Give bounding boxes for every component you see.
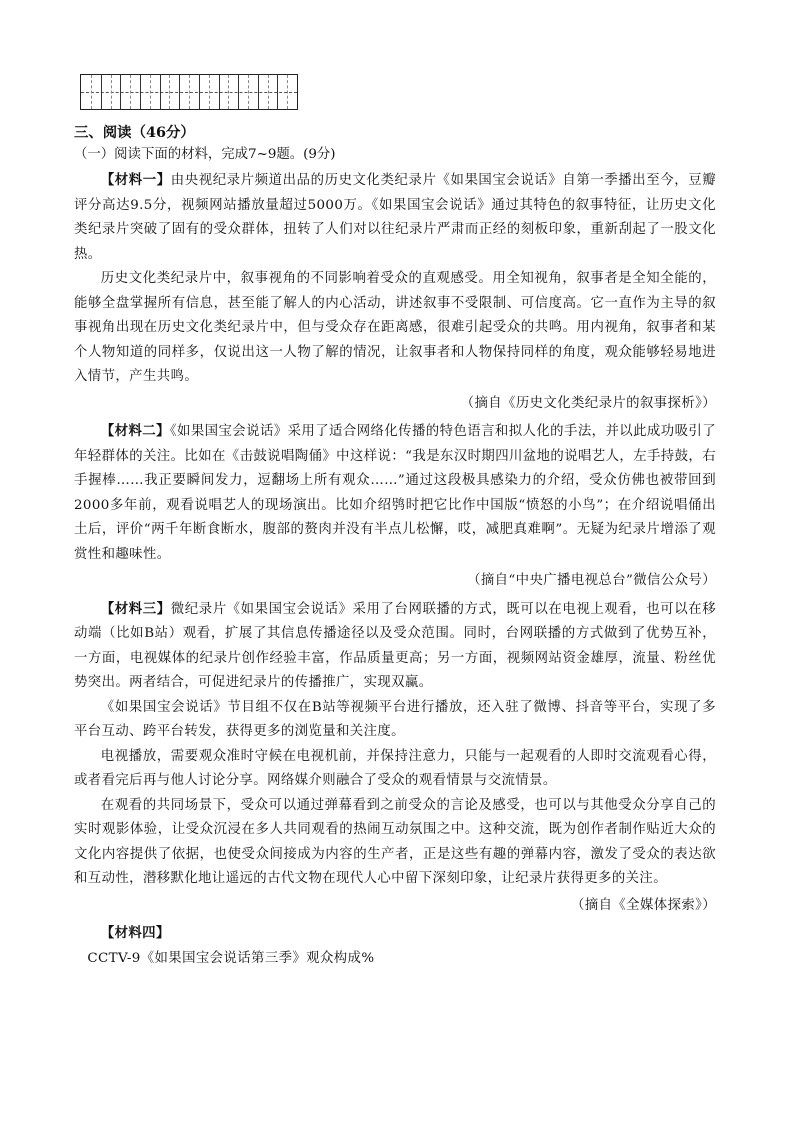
material1-text1: 由央视纪录片频道出品的历史文化类纪录片《如果国宝会说话》自第一季播出至今，豆瓣评分高达9.5分，视频网站播放量超过5000万。《如果国宝会说话》通过其特色的叙事特征，让历史文化类纪录片突破了固有的受众群体，扭转了人们对以往纪录片严肃而正经的刻板印象，重新刮起了一股文化热。 [74, 173, 716, 262]
grid-cell-guide [130, 75, 131, 109]
section-subtitle: （一）阅读下面的材料，完成7~9题。(9分) [74, 147, 336, 162]
material4-label: 【材料四】 [100, 925, 170, 941]
material1-source: （摘自《历史文化类纪录片的叙事探析》） [460, 395, 716, 411]
grid-cell-guide [189, 75, 190, 109]
grid-cell-divider [179, 75, 180, 109]
grid-cell-divider [219, 75, 220, 109]
material4-chart-caption: CCTV-9《如果国宝会说话第三季》观众构成% [87, 950, 375, 966]
section-title: 三、阅读（46分） [74, 124, 195, 141]
grid-cell-guide [248, 75, 249, 109]
grid-cell-guide [287, 75, 288, 109]
grid-cell-guide [150, 75, 151, 109]
material1-paragraph2: 历史文化类纪录片中，叙事视角的不同影响着受众的直观感受。用全知视角，叙事者是全知全能的，能够全盘掌握所有信息，甚至能了解人的内心活动，讲述叙事不受限制、可信度高。它一直作为主导的叙事视角出现在历史文化类纪录片中，但与受众存在距离感，很难引起受众的共鸣。用内视角，叙事者和某个人物知道的同样多，仅说出这一人物了解的情况，让叙事者和人物保持同样的角度，观众能够轻易地进入情节，产生共鸣。 [74, 271, 716, 384]
grid-cell-guide [268, 75, 269, 109]
reading-section [74, 122, 716, 971]
grid-cell-guide [169, 75, 170, 109]
material2-label: 【材料二】 [100, 423, 170, 439]
grid-cell-divider [101, 75, 102, 109]
grid-cell-divider [277, 75, 278, 109]
grid-cell-divider [120, 75, 121, 109]
grid-cell-divider [238, 75, 239, 109]
answer-grid [80, 74, 298, 110]
grid-cell-divider [160, 75, 161, 109]
grid-cell-guide [111, 75, 112, 109]
grid-cell-divider [199, 75, 200, 109]
grid-cell-divider [258, 75, 259, 109]
material3-text1: 微纪录片《如果国宝会说话》采用了台网联播的方式，既可以在电视上观看，也可以在移动端（比如B站）观看，扩展了其信息传播途径以及受众范围。同时，台网联播的方式做到了优势互补，一方面，电视媒体的纪录片创作经验丰富，作品质量更高；另一方面，视频网站资金雄厚，流量、粉丝优势突出。两者结合，可促进纪录片的传播推广，实现双赢。 [74, 601, 716, 690]
grid-cell-guide [228, 75, 229, 109]
material2-paragraph1 [74, 419, 716, 567]
material3-paragraph1 [74, 597, 716, 696]
grid-cell-guide [209, 75, 210, 109]
material4-heading [74, 921, 716, 947]
material1-paragraph1 [74, 168, 716, 267]
material3-source: （摘自《全媒体探索》） [571, 897, 716, 913]
grid-cell-divider [140, 75, 141, 109]
material1-label: 【材料一】 [100, 172, 171, 188]
material3-paragraph4: 在观看的共同场景下，受众可以通过弹幕看到之前受众的言论及感受，也可以与其他受众分享自己的实时观影体验，让受众沉浸在多人共同观看的热闹互动氛围之中。这种交流，既为创作者制作贴近大众的文化内容提供了依据，也使受众间接成为内容的生产者，正是这些有趣的弹幕内容，激发了受众的表达欲和互动性，潜移默化地让遥远的古代文物在现代人心中留下深刻印象，让纪录片获得更多的关注。 [74, 797, 716, 886]
material2-text1: 《如果国宝会说话》采用了适合网络化传播的特色语言和拟人化的手法，并以此成功吸引了年轻群体的关注。比如在《击鼓说唱陶俑》中这样说：“我是东汉时期四川盆地的说唱艺人，左手持鼓，右手握棒……我正要瞬间发力，逗翻场上所有观众……”通过这段极具感染力的介绍，受众仿佛也被带回到2000多年前，观看说唱艺人的现场演出。比如介绍鸮时把它比作中国版“愤怒的小鸟”；在介绍说唱俑出土后，评价“两千年断食断水，腹部的赘肉并没有半点儿松懈，哎，减肥真难啊”。无疑为纪录片增添了观赏性和趣味性。 [74, 424, 717, 562]
grid-cell-guide [91, 75, 92, 109]
material3-paragraph2: 《如果国宝会说话》节目组不仅在B站等视频平台进行播放，还入驻了微博、抖音等平台，实现了多平台互动、跨平台转发，获得更多的浏览量和关注度。 [74, 699, 716, 739]
material3-label: 【材料三】 [100, 600, 171, 617]
material3-paragraph3: 电视播放，需要观众准时守候在电视机前，并保持注意力，只能与一起观看的人即时交流观看心得，或者看完后再与他人讨论分享。网络媒介则融合了受众的观看情景与交流情景。 [74, 748, 716, 788]
material2-source: （摘自“中央广播电视总台”微信公众号） [467, 573, 716, 588]
